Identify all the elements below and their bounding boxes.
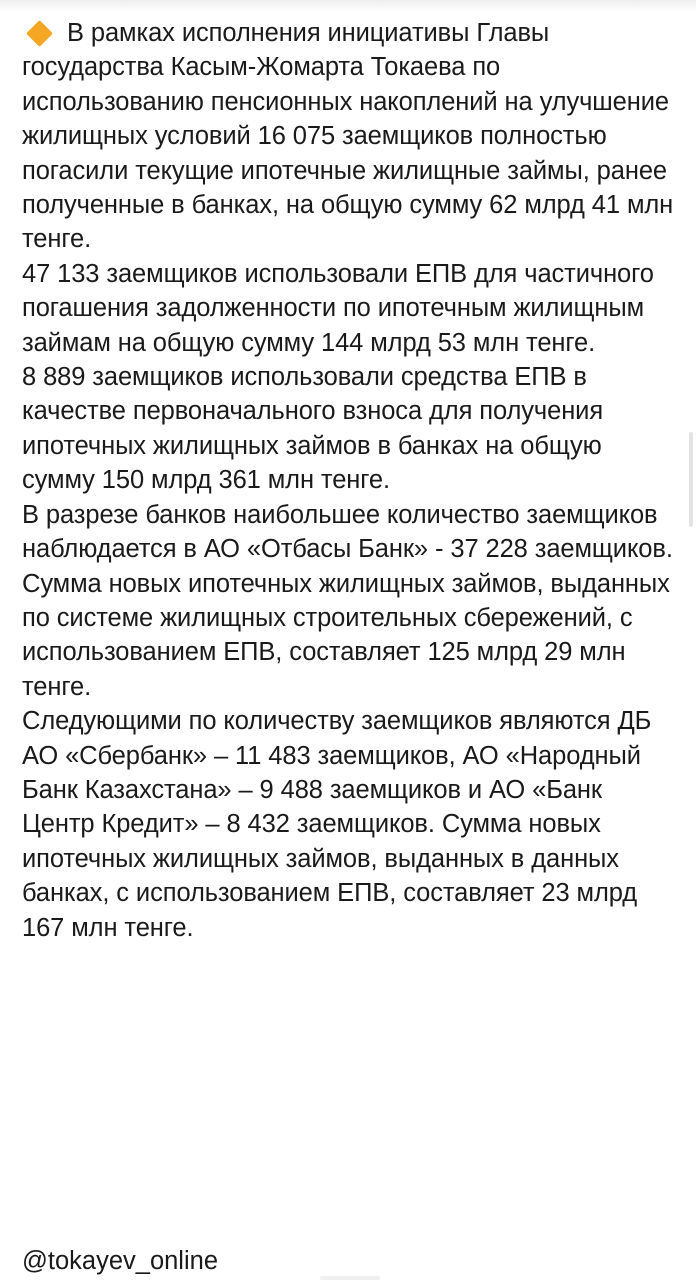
home-indicator (320, 1276, 380, 1280)
post-paragraph-2: 47 133 заемщиков использовали ЕПВ для частичного погашения задолженности по ипотечным жилищным займам на общую сумму 144 млрд 53 млн тенге. (22, 259, 654, 357)
post-paragraph-1 (22, 16, 674, 257)
top-edge (0, 0, 696, 12)
post-body (22, 16, 674, 945)
scroll-indicator[interactable] (689, 432, 693, 527)
post-paragraph-5: Следующими по количеству заемщиков являются ДБ АО «Сбербанк» – 11 483 заемщиков, АО «Народный Банк Казахстана» – 9 488 заемщиков и АО «Банк Центр Кредит» – 8 432 заемщиков. Сумма новых ипотечных жилищных займов, выданных в данных банках, с использованием ЕПВ, составляет 23 млрд 167 млн тенге. (22, 707, 652, 942)
orange-diamond-icon (26, 20, 53, 47)
post-paragraph-3: 8 889 заемщиков использовали средства ЕПВ в качестве первоначального взноса для получения ипотечных жилищных займов в банках на общую сумму 150 млрд 361 млн тенге. (22, 363, 604, 495)
author-handle[interactable]: @tokayev_online (22, 1247, 219, 1275)
post-paragraph-4: В разрезе банков наибольшее количество заемщиков наблюдается в АО «Отбасы Банк» - 37 228 заемщиков. Сумма новых ипотечных жилищных займов, выданных по системе жилищных строительных сбережений, с использованием ЕПВ, составляет 125 млрд 29 млн тенге. (22, 500, 673, 701)
paragraph-1-text: В рамках исполнения инициативы Главы государства Касым-Жомарта Токаева по использованию пенсионных накоплений на улучшение жилищных условий 16 075 заемщиков полностью погасили текущие ипотечные жилищные займы, ранее полученные в банках, на общую сумму 62 млрд 41 млн тенге. (22, 19, 674, 254)
